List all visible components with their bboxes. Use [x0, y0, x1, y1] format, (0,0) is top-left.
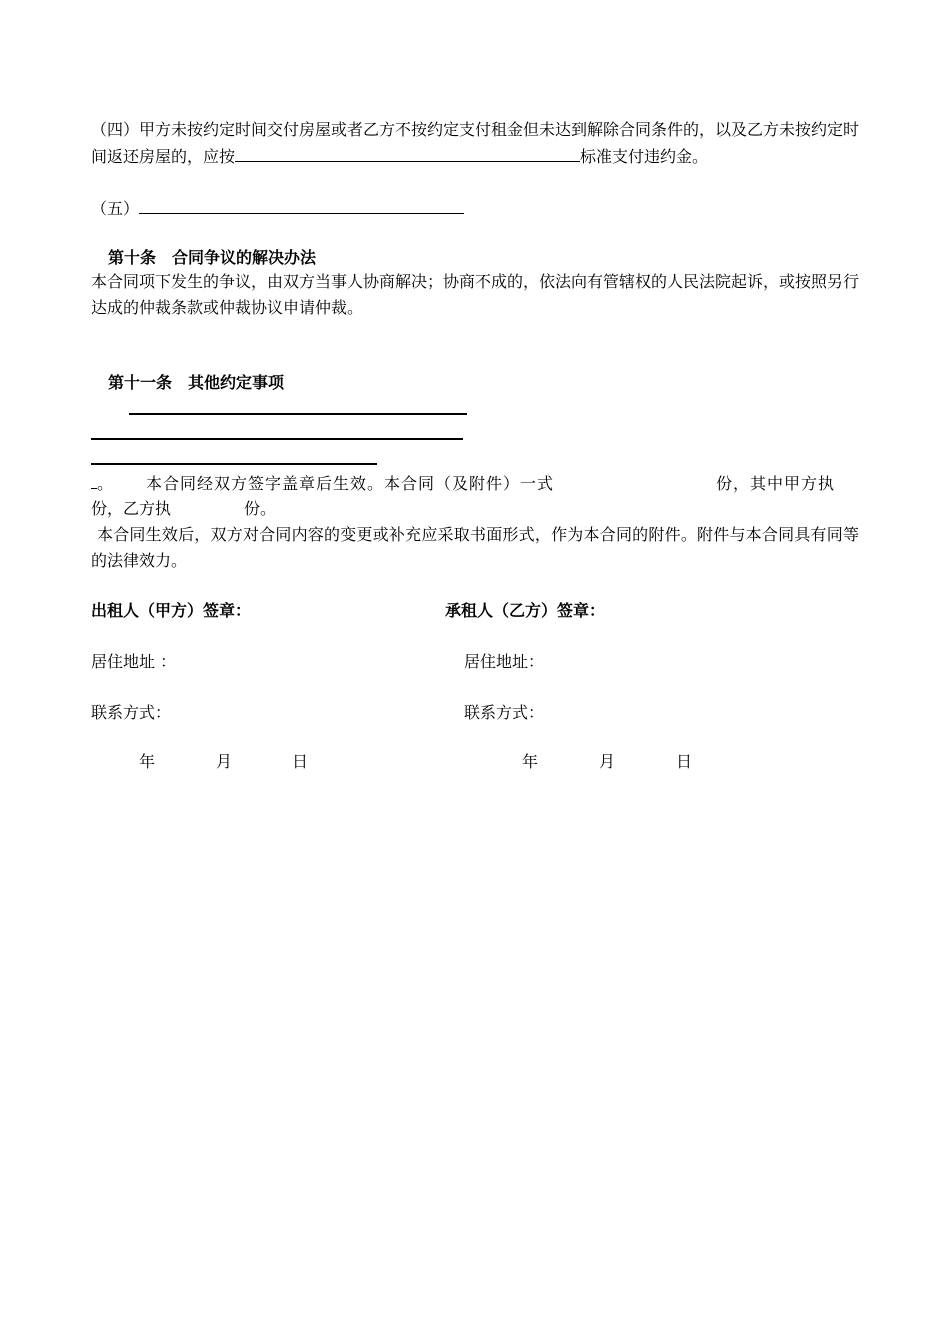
- effect-clause-text-1: 本合同经双方签字盖章后生效。本合同（及附件）一式: [146, 474, 555, 493]
- lessee-contact-label: 联系方式：: [464, 703, 545, 722]
- lessee-date-month: 月: [599, 752, 616, 771]
- lessee-date-year: 年: [522, 752, 539, 771]
- breach-item-4: [91, 117, 859, 170]
- breach-item-5: [91, 195, 464, 222]
- lessee-date-day: 日: [676, 752, 693, 771]
- effect-clause-line-1: [91, 471, 114, 497]
- other-matters-line-1[interactable]: [129, 413, 467, 415]
- effect-clause-text-2: 份，其中甲方执: [716, 474, 836, 493]
- lessor-date-month: 月: [216, 752, 233, 771]
- other-matters-line-3[interactable]: [91, 463, 377, 465]
- lessor-date-year: 年: [139, 752, 156, 771]
- lessor-signature-label: 出租人（甲方）签章：: [91, 601, 252, 620]
- effect-clause-text-3: 份，乙方执: [91, 499, 172, 518]
- other-matters-line-2[interactable]: [91, 438, 463, 440]
- lessee-address-label: 居住地址：: [464, 652, 545, 671]
- breach-item-5-blank[interactable]: [139, 195, 464, 214]
- breach-item-4-tail: 标准支付违约金。: [580, 147, 709, 166]
- breach-standard-blank[interactable]: [235, 143, 580, 162]
- amendment-clause: 本合同生效后，双方对合同内容的变更或补充应采取书面形式，作为本合同的附件。附件与本合同具有同等的法律效力。: [91, 525, 859, 570]
- article-11-heading: 第十一条 其他约定事项: [108, 373, 285, 392]
- effect-prefix: 。: [97, 474, 115, 493]
- lessor-contact-label: 联系方式：: [91, 703, 172, 722]
- breach-item-5-label: （五）: [91, 199, 140, 218]
- effect-clause-text-4: 份。: [244, 499, 277, 518]
- article-10-body: 本合同项下发生的争议，由双方当事人协商解决；协商不成的，依法向有管辖权的人民法院起诉，或按照另行达成的仲裁条款或仲裁协议申请仲裁。: [91, 272, 860, 317]
- lessor-address-label: 居住地址 ：: [91, 652, 177, 671]
- lessor-date-day: 日: [292, 752, 309, 771]
- article-10-heading: 第十条 合同争议的解决办法: [108, 248, 317, 267]
- breach-item-4-text: （四）甲方未按约定时间交付房屋或者乙方不按约定支付租金但未达到解除合同条件的，以及乙方未按约定时间返还房屋的，应按: [91, 120, 860, 166]
- lessee-signature-label: 承租人（乙方）签章：: [445, 601, 606, 620]
